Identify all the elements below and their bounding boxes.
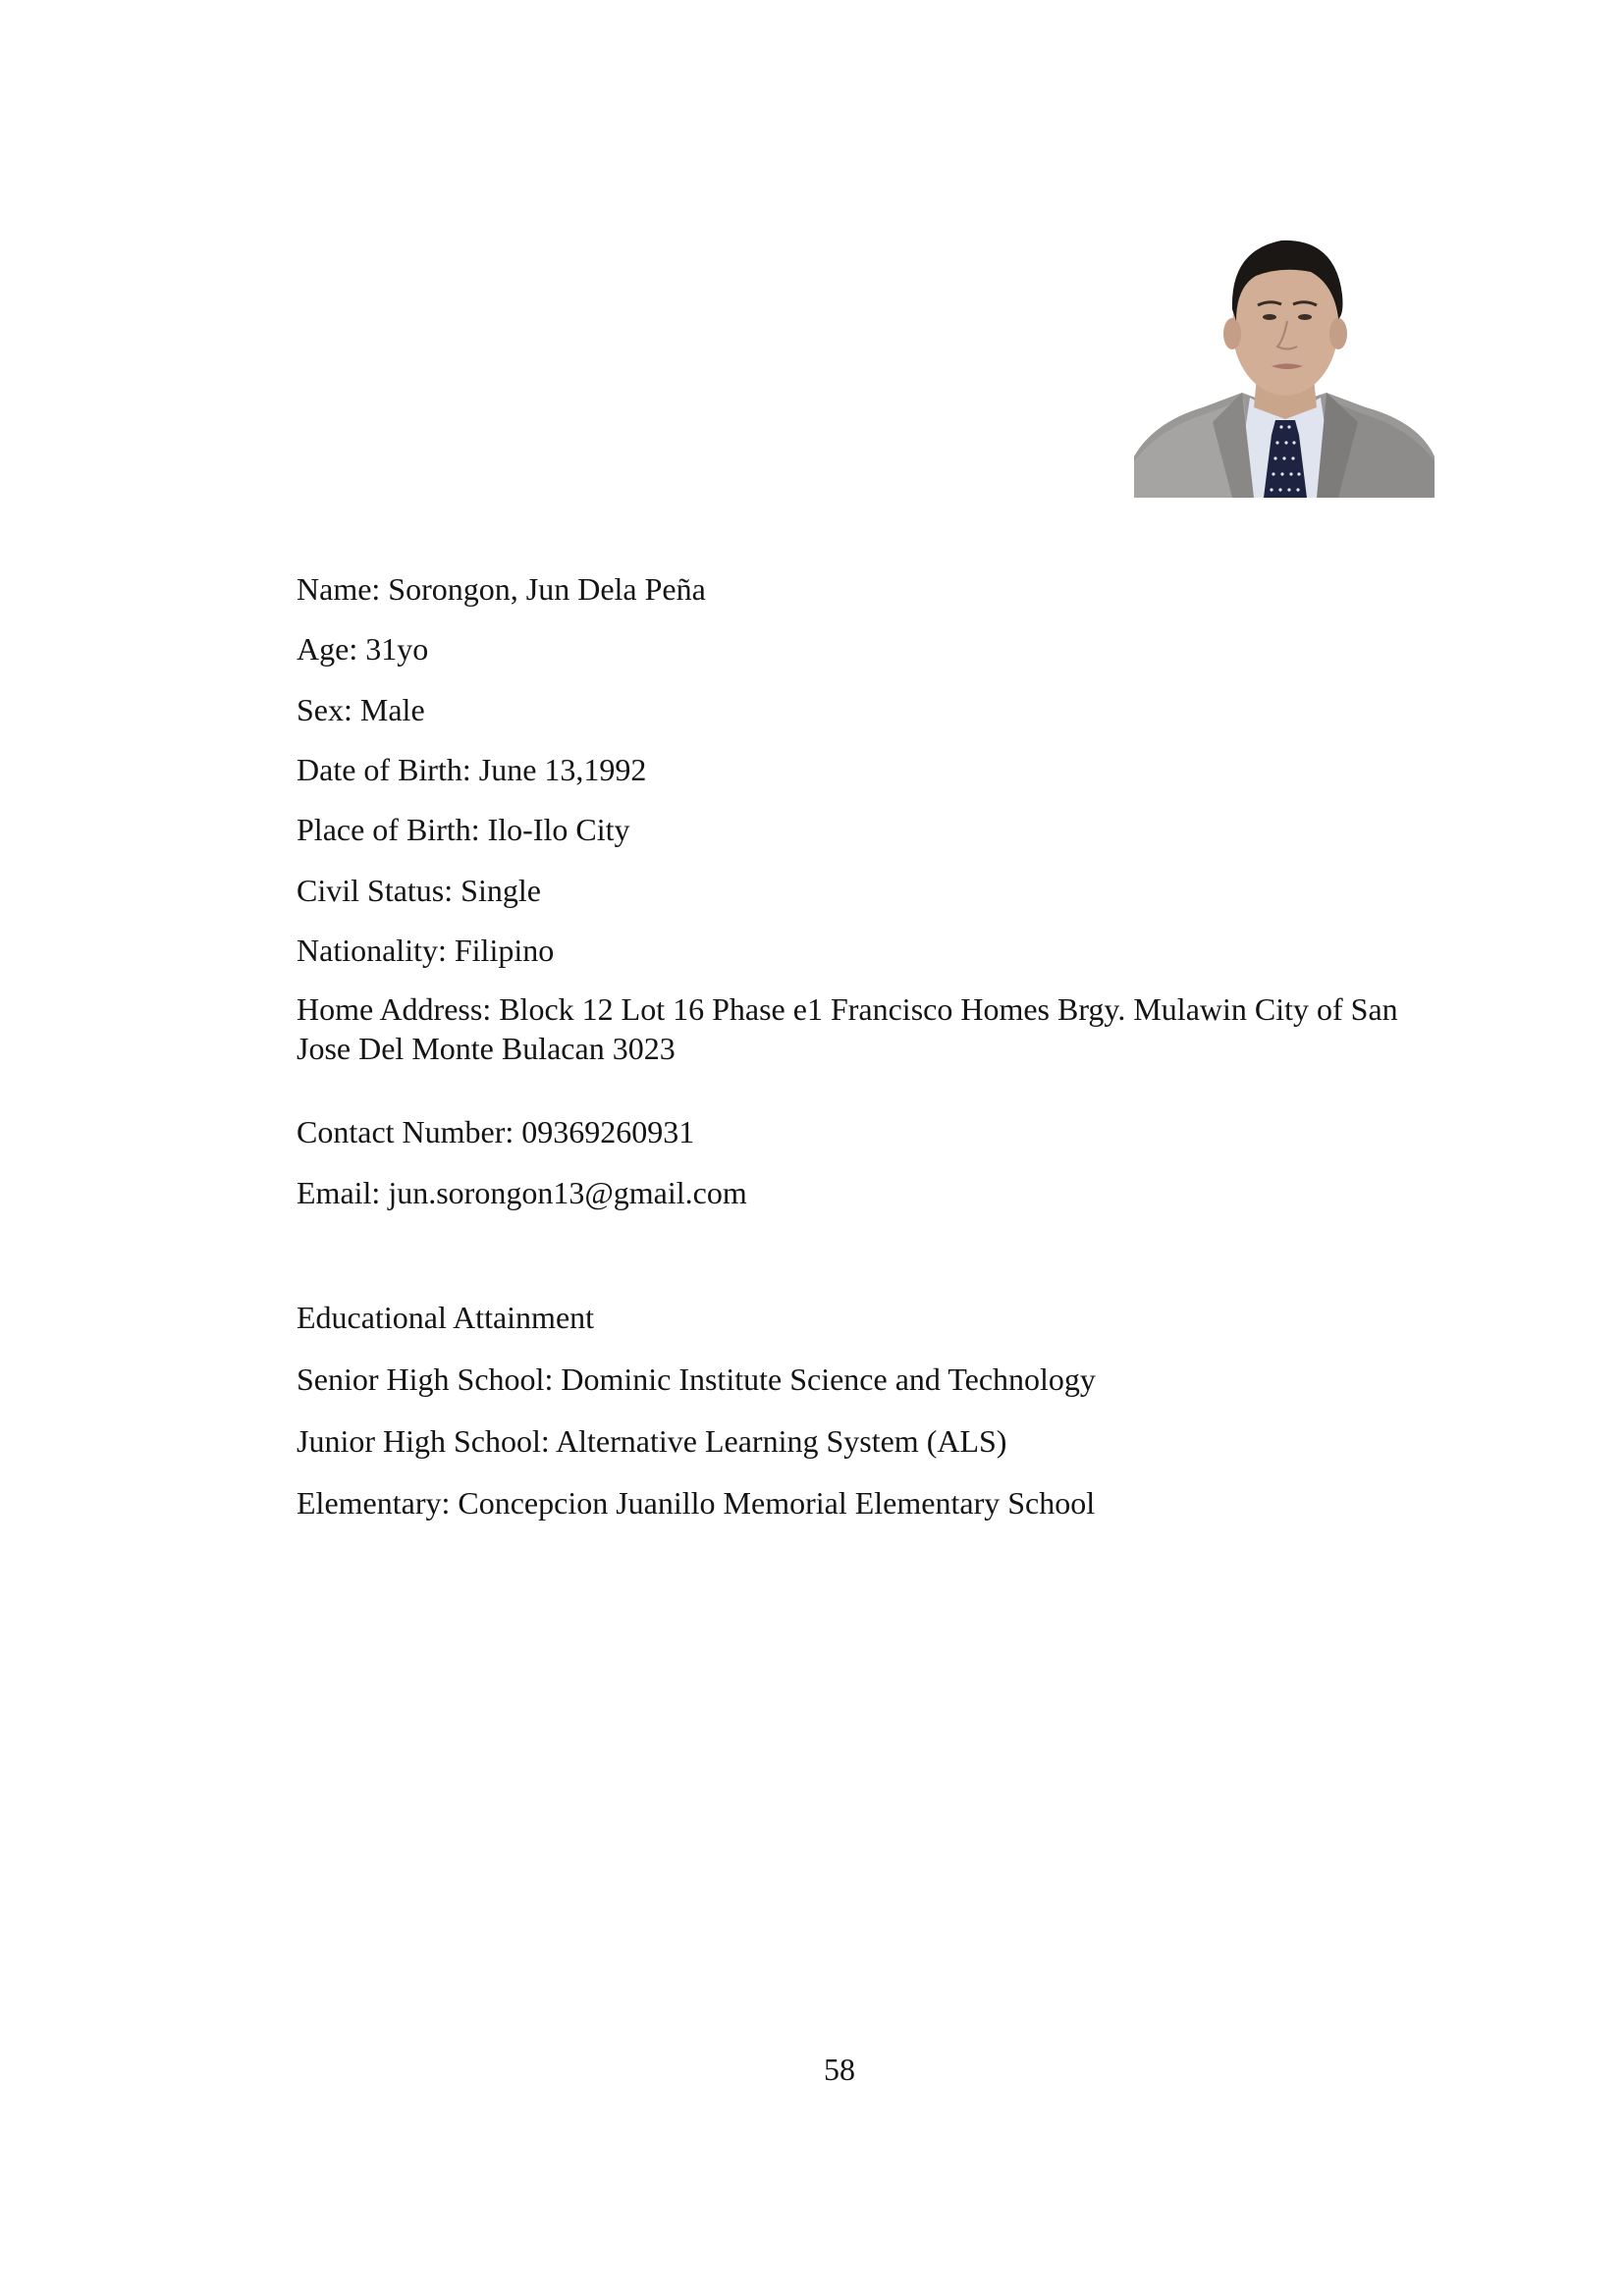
senior-high-school-item: Senior High School: Dominic Institute Science and Technology bbox=[297, 1362, 1096, 1397]
page-number: 58 bbox=[824, 2052, 855, 2087]
junior-high-school-item: Junior High School: Alternative Learning System (ALS) bbox=[297, 1423, 1007, 1459]
sex-field: Sex: Male bbox=[297, 692, 425, 727]
profile-photo bbox=[1134, 211, 1435, 498]
portrait-image-icon bbox=[1134, 211, 1435, 498]
nationality-field: Nationality: Filipino bbox=[297, 933, 555, 968]
place-of-birth-field: Place of Birth: Ilo-Ilo City bbox=[297, 812, 630, 847]
contact-number-field: Contact Number: 09369260931 bbox=[297, 1114, 695, 1149]
date-of-birth-field: Date of Birth: June 13,1992 bbox=[297, 752, 647, 787]
civil-status-field: Civil Status: Single bbox=[297, 873, 541, 908]
name-field: Name: Sorongon, Jun Dela Peña bbox=[297, 571, 706, 607]
elementary-item: Elementary: Concepcion Juanillo Memorial Elementary School bbox=[297, 1485, 1096, 1521]
age-field: Age: 31yo bbox=[297, 631, 429, 667]
education-heading: Educational Attainment bbox=[297, 1300, 595, 1335]
email-field: Email: jun.sorongon13@gmail.com bbox=[297, 1175, 747, 1210]
home-address-field: Home Address: Block 12 Lot 16 Phase e1 Francisco Homes Brgy. Mulawin City of San Jose Del Monte Bulacan 3023 bbox=[297, 991, 1398, 1066]
